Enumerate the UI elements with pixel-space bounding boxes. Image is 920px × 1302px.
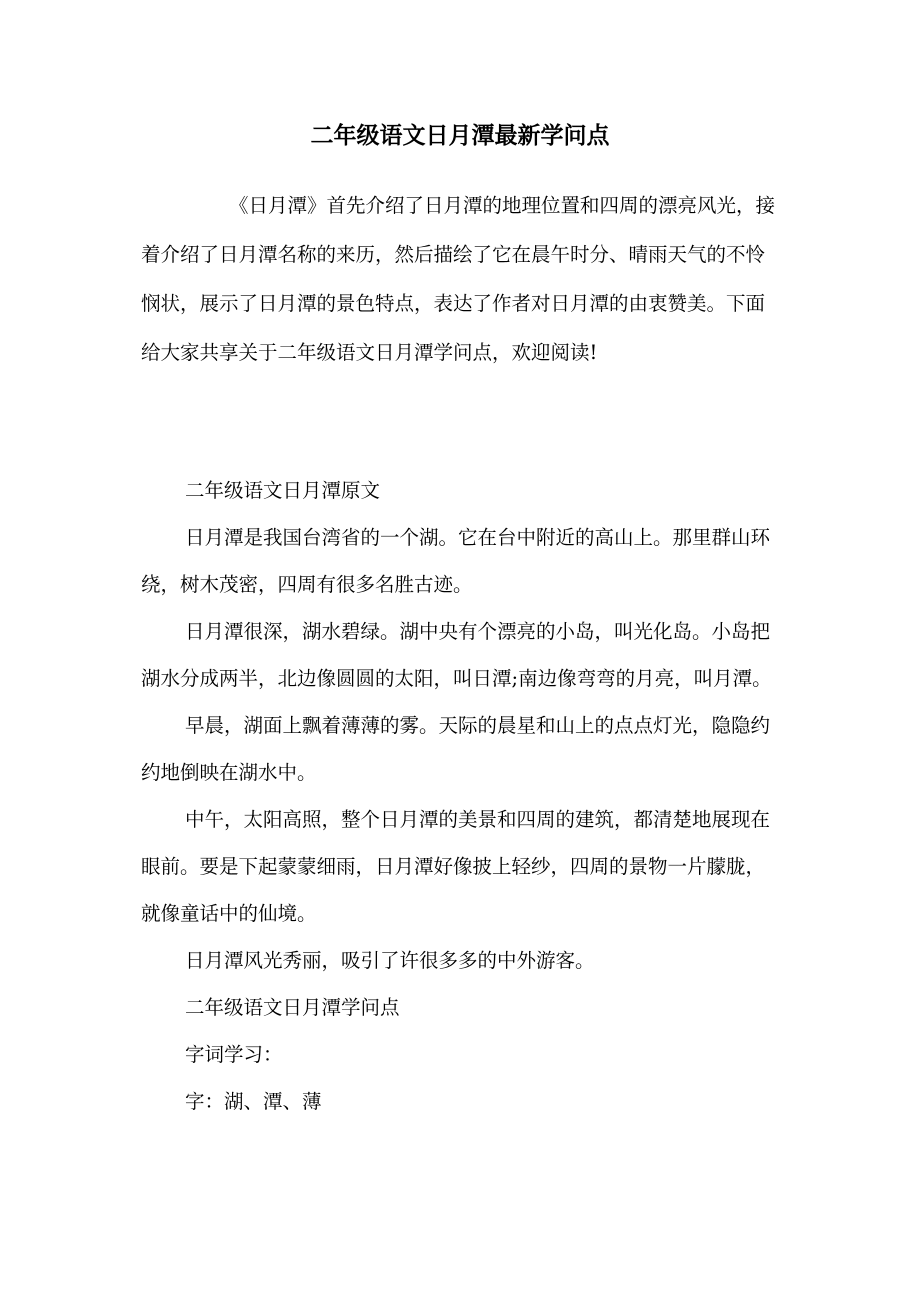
vocab-line: 字：湖、潭、薄 (185, 1090, 322, 1113)
document-title: 二年级语文日月潭最新学问点 (310, 123, 610, 149)
paragraph: 中午，太阳高照，整个日月潭的美景和四周的建筑，都清楚地展现在眼前。要是下起蒙蒙细雨，日月潭好像披上轻纱，四周的景物一片朦胧，就像童话中的仙境。 (141, 808, 771, 925)
paragraph: 日月潭很深，湖水碧绿。湖中央有个漂亮的小岛，叫光化岛。小岛把湖水分成两半，北边像圆圆的太阳，叫日潭;南边像弯弯的月亮，叫月潭。 (141, 620, 772, 690)
intro-paragraph: 《日月潭》首先介绍了日月潭的地理位置和四周的漂亮风光，接着介绍了日月潭名称的来历，然后描绘了它在晨午时分、晴雨天气的不怜悯状，展示了日月潭的景色特点，表达了作者对日月潭的由衷赞美。下面给大家共享关于二年级语文日月潭学问点，欢迎阅读! (141, 194, 776, 364)
paragraph: 日月潭是我国台湾省的一个湖。它在台中附近的高山上。那里群山环绕，树木茂密，四周有很多名胜古迹。 (141, 526, 771, 596)
paragraph: 日月潭风光秀丽，吸引了许很多多的中外游客。 (185, 949, 595, 972)
content-block (141, 467, 781, 1125)
section-heading-knowledge-points: 二年级语文日月潭学问点 (185, 996, 400, 1019)
vocab-heading: 字词学习： (185, 1043, 283, 1066)
intro-block (141, 181, 781, 377)
paragraph: 早晨，湖面上飘着薄薄的雾。天际的晨星和山上的点点灯光，隐隐约约地倒映在湖水中。 (141, 714, 771, 784)
section-heading-original-text: 二年级语文日月潭原文 (185, 479, 381, 502)
